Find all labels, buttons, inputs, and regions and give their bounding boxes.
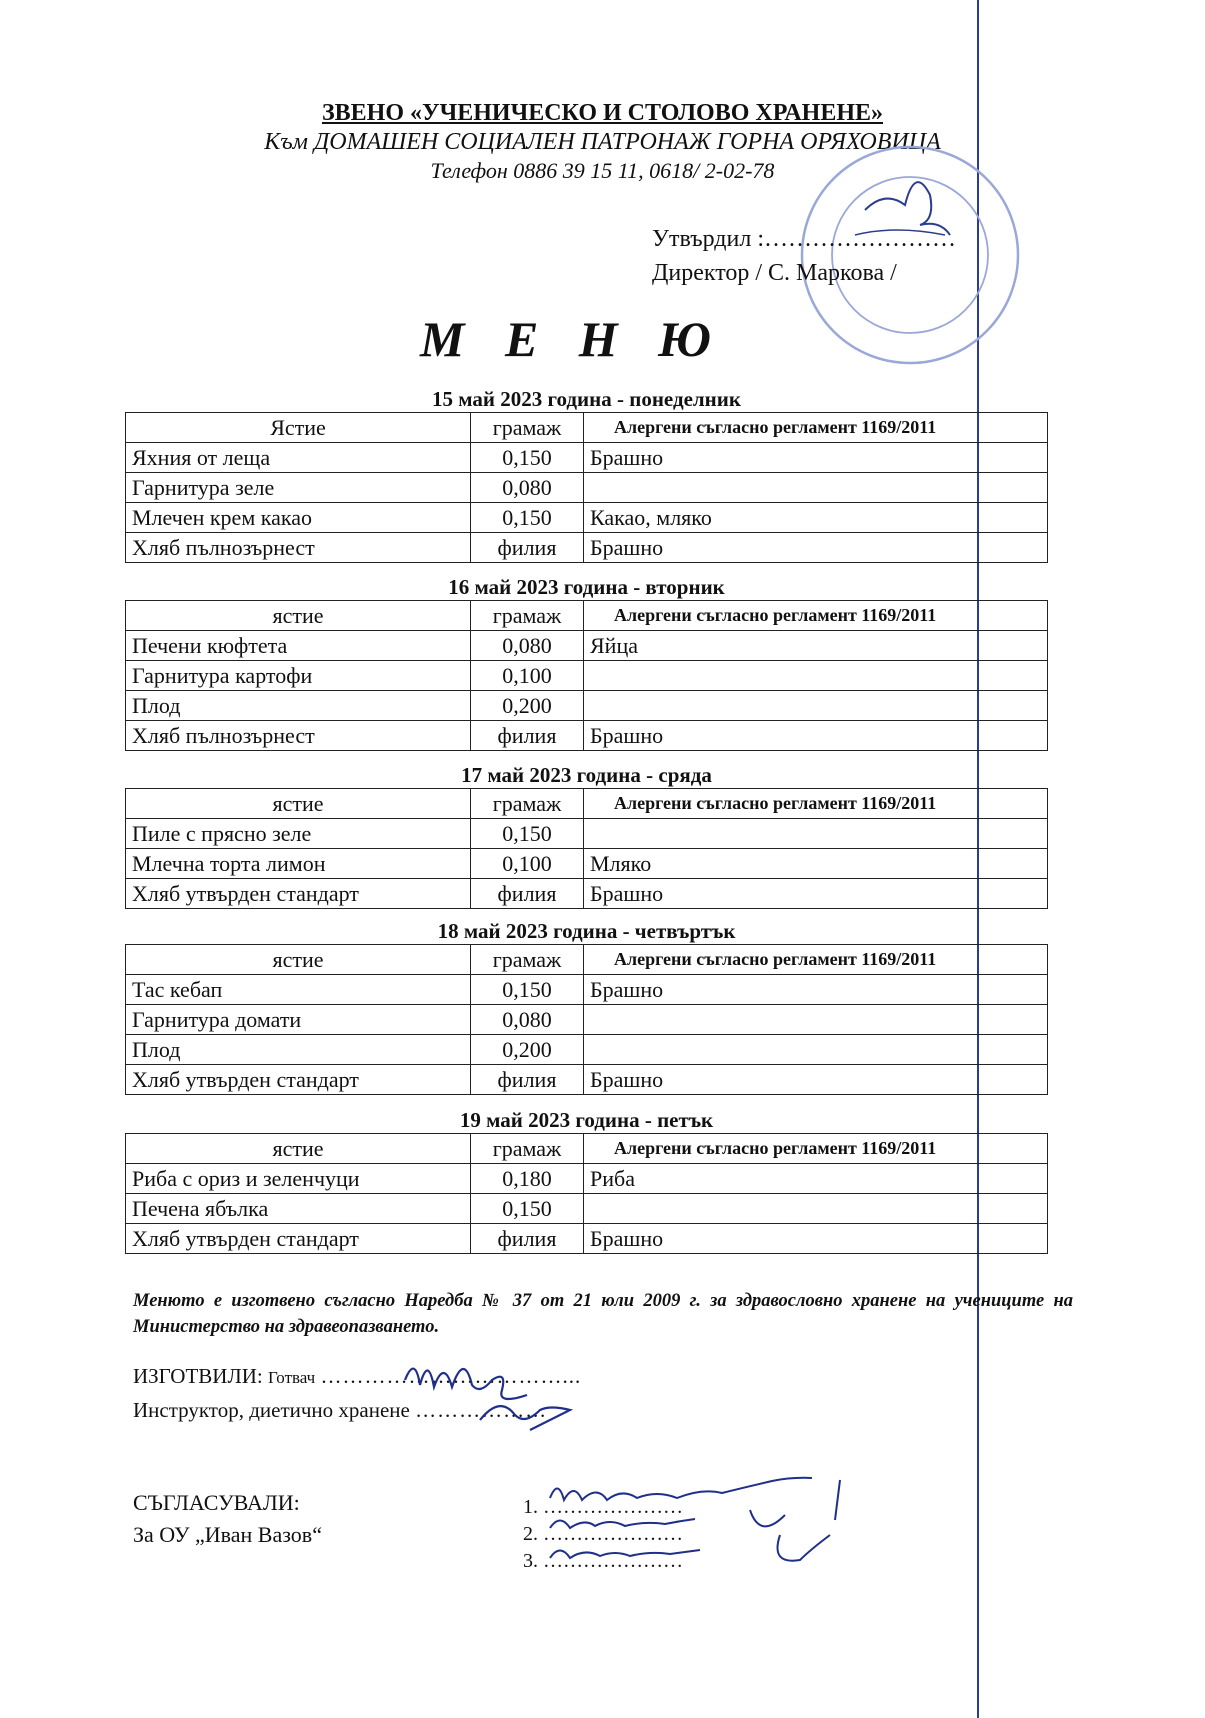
table-row [126, 691, 1048, 721]
day-menu [125, 574, 1048, 751]
menu-table [125, 600, 1048, 751]
dish-cell: Млечна торта лимон [126, 849, 471, 879]
dish-header: ястие [126, 789, 471, 819]
gram-cell: филия [471, 721, 584, 751]
dish-header: ястие [126, 1134, 471, 1164]
allergens-cell [584, 691, 1048, 721]
allergens-cell: Брашно [584, 975, 1048, 1005]
table-row [126, 879, 1048, 909]
table-header-row [126, 1134, 1048, 1164]
table-row [126, 1005, 1048, 1035]
day-menu [125, 386, 1048, 563]
table-row [126, 473, 1048, 503]
agreed-block [133, 1487, 322, 1551]
gram-cell: 0,150 [471, 503, 584, 533]
day-caption: 16 май 2023 година - вторник [448, 575, 725, 599]
table-row [126, 849, 1048, 879]
menu-table [125, 1133, 1048, 1254]
prepared-label: ИЗГОТВИЛИ: [133, 1364, 263, 1388]
table-row [126, 1224, 1048, 1254]
dish-cell: Яхния от леща [126, 443, 471, 473]
dish-cell: Печена ябълка [126, 1194, 471, 1224]
dish-cell: Гарнитура картофи [126, 661, 471, 691]
signature-cook [395, 1340, 625, 1450]
menu-table [125, 788, 1048, 909]
instructor-label: Инструктор, диетично хранене [133, 1398, 410, 1422]
allergens-cell: Брашно [584, 721, 1048, 751]
sig-line-2: 2. ………………… [523, 1523, 683, 1545]
gram-cell: филия [471, 533, 584, 563]
table-row [126, 975, 1048, 1005]
gram-cell: 0,080 [471, 473, 584, 503]
allergens-cell: Брашно [584, 443, 1048, 473]
table-row [126, 503, 1048, 533]
gram-cell: 0,150 [471, 975, 584, 1005]
allergens-header: Алергени съгласно регламент 1169/2011 [584, 601, 1048, 631]
dish-cell: Тас кебап [126, 975, 471, 1005]
gram-cell: 0,200 [471, 691, 584, 721]
allergens-cell [584, 1035, 1048, 1065]
gram-cell: 0,180 [471, 1164, 584, 1194]
sig-line-1: 1. ………………… [523, 1496, 683, 1518]
gram-cell: филия [471, 1224, 584, 1254]
school-label: За ОУ „Иван Вазов“ [133, 1522, 322, 1547]
day-menu [125, 918, 1048, 1095]
dish-cell: Гарнитура зеле [126, 473, 471, 503]
sig-line-3: 3. ………………… [523, 1550, 683, 1572]
table-row [126, 661, 1048, 691]
gram-header: грамаж [471, 601, 584, 631]
menu-title: М Е Н Ю [419, 311, 725, 367]
allergens-header: Алергени съгласно регламент 1169/2011 [584, 945, 1048, 975]
allergens-cell: Яйца [584, 631, 1048, 661]
menu-table [125, 944, 1048, 1095]
approval-block [652, 222, 956, 290]
table-row [126, 1065, 1048, 1095]
allergens-cell: Брашно [584, 879, 1048, 909]
allergens-header: Алергени съгласно регламент 1169/2011 [584, 1134, 1048, 1164]
dish-header: ястие [126, 601, 471, 631]
table-header-row [126, 601, 1048, 631]
approved-line: Утвърдил :…………………… [652, 226, 957, 252]
dish-header: Ястие [126, 413, 471, 443]
regulation-note: Менюто е изготвено съгласно Наредба № 37 от 21 юли 2009 г. за здравословно хранене на учениците на Министерство на здравеопазването. [133, 1291, 1073, 1337]
director-line: Директор / С. Маркова / [652, 260, 897, 286]
table-row [126, 1164, 1048, 1194]
dish-cell: Хляб пълнозърнест [126, 721, 471, 751]
allergens-cell: Брашно [584, 533, 1048, 563]
org-subtitle: Към ДОМАШЕН СОЦИАЛЕН ПАТРОНАЖ ГОРНА ОРЯХОВИЦА [264, 129, 941, 155]
allergens-cell [584, 1005, 1048, 1035]
gram-header: грамаж [471, 413, 584, 443]
dish-cell: Гарнитура домати [126, 1005, 471, 1035]
gram-cell: 0,200 [471, 1035, 584, 1065]
dish-cell: Плод [126, 1035, 471, 1065]
table-row [126, 631, 1048, 661]
allergens-cell: Брашно [584, 1224, 1048, 1254]
dish-cell: Пиле с прясно зеле [126, 819, 471, 849]
dish-cell: Плод [126, 691, 471, 721]
allergens-cell: Риба [584, 1164, 1048, 1194]
org-name: ЗВЕНО «УЧЕНИЧЕСКО И СТОЛОВО ХРАНЕНЕ» [321, 100, 883, 126]
day-caption: 15 май 2023 година - понеделник [431, 387, 741, 411]
dish-cell: Хляб утвърден стандарт [126, 1224, 471, 1254]
table-row [126, 533, 1048, 563]
table-row [126, 1194, 1048, 1224]
gram-cell: 0,080 [471, 631, 584, 661]
cook-label: Готвач [267, 1368, 316, 1387]
dish-cell: Риба с ориз и зеленчуци [126, 1164, 471, 1194]
gram-cell: 0,100 [471, 661, 584, 691]
gram-cell: филия [471, 879, 584, 909]
allergens-header: Алергени съгласно регламент 1169/2011 [584, 789, 1048, 819]
allergens-cell: Какао, мляко [584, 503, 1048, 533]
allergens-cell [584, 661, 1048, 691]
table-header-row [126, 413, 1048, 443]
day-menu [125, 1107, 1048, 1254]
dish-cell: Хляб пълнозърнест [126, 533, 471, 563]
dish-cell: Млечен крем какао [126, 503, 471, 533]
table-row [126, 819, 1048, 849]
day-caption: 18 май 2023 година - четвъртък [437, 919, 736, 943]
day-caption: 19 май 2023 година - петък [459, 1108, 714, 1132]
cook-dots: ……………………………... [320, 1364, 582, 1388]
allergens-header: Алергени съгласно регламент 1169/2011 [584, 413, 1048, 443]
table-row [126, 443, 1048, 473]
day-menu [125, 762, 1048, 909]
allergens-cell [584, 473, 1048, 503]
table-row [126, 721, 1048, 751]
gram-cell: 0,100 [471, 849, 584, 879]
dish-cell: Хляб утвърден стандарт [126, 879, 471, 909]
gram-cell: 0,150 [471, 819, 584, 849]
gram-header: грамаж [471, 789, 584, 819]
org-phone: Телефон 0886 39 15 11, 0618/ 2-02-78 [430, 158, 775, 183]
gram-header: грамаж [471, 1134, 584, 1164]
gram-cell: 0,150 [471, 443, 584, 473]
gram-cell: 0,150 [471, 1194, 584, 1224]
table-header-row [126, 789, 1048, 819]
dish-header: ястие [126, 945, 471, 975]
dish-cell: Хляб утвърден стандарт [126, 1065, 471, 1095]
allergens-cell: Брашно [584, 1065, 1048, 1095]
dish-cell: Печени кюфтета [126, 631, 471, 661]
table-row [126, 1035, 1048, 1065]
allergens-cell [584, 1194, 1048, 1224]
table-header-row [126, 945, 1048, 975]
gram-cell: филия [471, 1065, 584, 1095]
instructor-dots: ……………… [415, 1398, 548, 1422]
gram-cell: 0,080 [471, 1005, 584, 1035]
allergens-cell: Мляко [584, 849, 1048, 879]
signatures-agreed [540, 1470, 900, 1580]
gram-header: грамаж [471, 945, 584, 975]
day-caption: 17 май 2023 година - сряда [461, 763, 712, 787]
agreed-label: СЪГЛАСУВАЛИ: [133, 1490, 300, 1515]
allergens-cell [584, 819, 1048, 849]
menu-table [125, 412, 1048, 563]
